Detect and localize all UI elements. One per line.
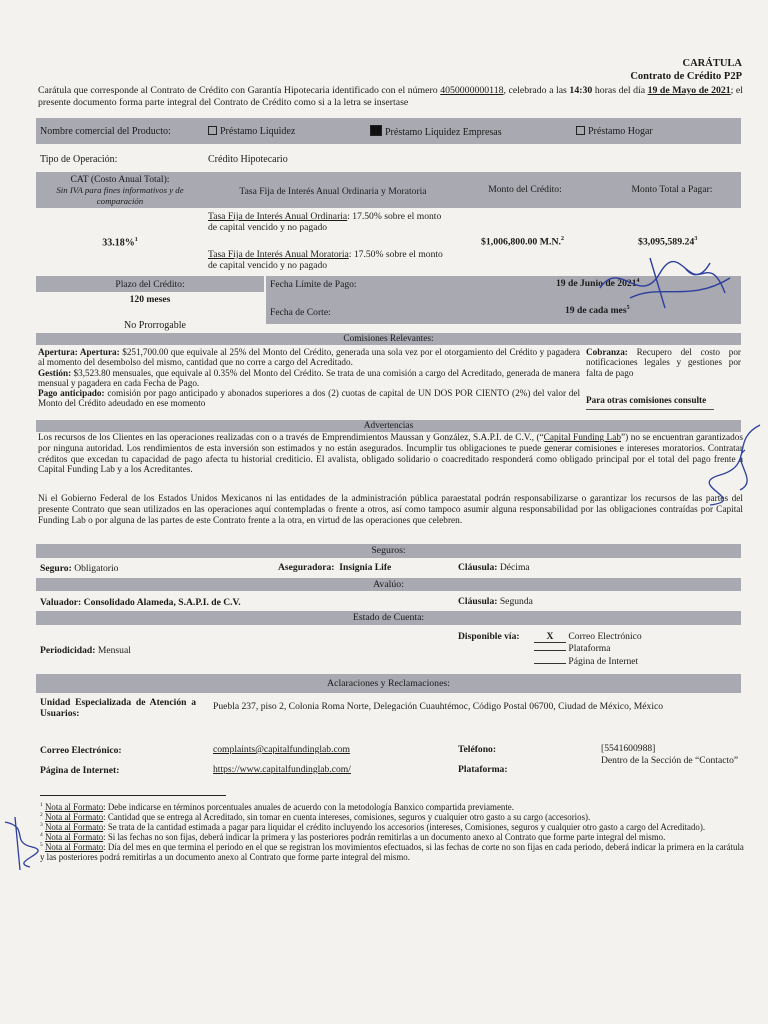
term-label: Plazo del Crédito:: [115, 279, 185, 290]
claims-email-link[interactable]: complaints@capitalfundinglab.com: [213, 744, 350, 755]
commission-anticipado: Pago anticipado: comisión por pago anticipado y abonados superiores a dos (2) cuotas de capital de UN DOS POR CIENTO (2%) del valor del Monto del Crédito adeudado en ese momento: [38, 388, 580, 409]
claims-platform-label: Plataforma:: [458, 764, 508, 775]
claims-address: Puebla 237, piso 2, Colonia Roma Norte, Delegación Cuauhtémoc, Código Postal 06700, Ciudad de México, México: [213, 701, 664, 712]
product-option-liquidez[interactable]: Préstamo Liquidez: [208, 126, 295, 138]
claims-email-label: Correo Electrónico:: [40, 745, 122, 756]
product-option-liquidez-empresas[interactable]: Préstamo Liquidez Empresas: [370, 125, 502, 139]
total-header: Monto Total a Pagar:: [631, 184, 713, 195]
header-title: CARÁTULA: [682, 58, 742, 69]
statement-option-web[interactable]: Página de Internet: [534, 656, 638, 667]
checkbox-icon[interactable]: [208, 126, 217, 135]
cat-label: CAT (Costo Anual Total):: [70, 174, 170, 185]
checkbox-icon[interactable]: [576, 126, 585, 135]
footnote-5: $^5$ Nota al Formato: Día del mes en que termina el periodo en el que se registran los movimientos efectuados, si las fechas de corte no son fijas en cada periodo, deberá indicar la primera en la carátula y las posteriores podrá remitirlas a un documento anexo al Contrato que forme parte integral del mismo.: [40, 842, 744, 863]
claims-unit-label: Unidad Especializada de Atención a Usuarios:: [40, 697, 196, 720]
option-blank[interactable]: [534, 663, 566, 664]
footnote-2: $^2$ Nota al Formato: Cantidad que se entrega al Acreditado, sin tomar en cuenta intereses, comisiones, seguros y cualquier otro gasto a su cargo (accesorios).: [40, 812, 591, 823]
commissions-left: [38, 347, 580, 409]
commissions-band: Comisiones Relevantes:: [36, 333, 741, 345]
signature-top-right: [590, 248, 740, 318]
signature-right-margin: [700, 420, 768, 510]
cut-date-label: Fecha de Corte:: [270, 307, 331, 318]
payment-limit-value: 19 de Junio de 2021$^4$: [556, 278, 640, 290]
commission-gestion: Gestión: $3,523.80 mensuales, que equivale al 0.35% del Monto del Crédito. Se trata de una comisión a cargo del Acreditado, generada de manera mensual y pagadera en cada Fecha de Pago.: [38, 367, 580, 388]
statement-option-platform[interactable]: Plataforma: [534, 643, 611, 654]
commission-others: Para otras comisiones consulte: [586, 395, 707, 405]
rate-moratory: Tasa Fija de Interés Anual Moratoria: 17.50% sobre el monto de capital vencido y no pagado: [208, 249, 443, 272]
payment-limit-label: Fecha Límite de Pago:: [270, 279, 357, 290]
product-label: Nombre comercial del Producto:: [40, 126, 171, 137]
operation-label: Tipo de Operación:: [40, 154, 118, 165]
cat-value: 33.18%$^1$: [102, 237, 138, 249]
claims-web-link[interactable]: https://www.capitalfundinglab.com/: [213, 764, 351, 775]
insurance-clause: Cláusula: Décima: [458, 562, 530, 573]
term-not-extendable: No Prorrogable: [124, 320, 186, 331]
contract-date: 19 de Mayo de 2021: [647, 85, 731, 96]
cat-label-block: [40, 174, 200, 206]
insurer: Aseguradora: Insignia Life: [278, 562, 392, 573]
claims-web-label: Página de Internet:: [40, 765, 120, 776]
rate-header: Tasa Fija de Interés Anual Ordinaria y Moratoria: [239, 186, 427, 197]
statement-option-email[interactable]: X Correo Electrónico: [534, 631, 642, 643]
footnote-separator: [40, 795, 226, 796]
warnings-band: Advertencias: [36, 420, 741, 432]
cat-note: Sin IVA para fines informativos y de comparación: [56, 185, 184, 206]
option-mark[interactable]: X: [534, 631, 566, 643]
product-option-hogar[interactable]: Préstamo Hogar: [576, 126, 653, 138]
header-subtitle: Contrato de Crédito P2P: [630, 71, 742, 83]
commission-apertura: Apertura: Apertura: $251,700.00 que equivale al 25% del Monto del Crédito, generada una sola vez por el otorgamiento del Crédito y pagadera al momento del desembolso del mismo, cantidad que no corre a cargo del Acreditado.: [38, 347, 580, 368]
contract-number: 4050000000118: [440, 85, 504, 96]
statement-band: Estado de Cuenta:: [36, 611, 741, 625]
rate-ordinary: Tasa Fija de Interés Anual Ordinaria: 17.50% sobre el monto de capital vencido y no pagado: [208, 211, 442, 234]
insurance-band: Seguros:: [36, 544, 741, 558]
checkbox-checked-icon[interactable]: [370, 125, 382, 136]
contract-time: 14:30: [569, 85, 593, 96]
insurance-type: Seguro: Obligatorio: [40, 563, 119, 574]
warning-paragraph-2: Ni el Gobierno Federal de los Estados Unidos Mexicanos ni las entidades de la administración pública paraestatal podrán responsabilizarse o garantizar los recursos de las partes del presente Contrato que sean utilizados en las operaciones aquí contempladas o frente a otros, así como tampoco asumir alguna responsabilidad por las obligaciones contraídas por Capital Funding Lab o por alguna de las partes de este Contrato frente a la otra, en virtud de las operaciones que celebren.: [38, 494, 743, 526]
warning-paragraph-1: Los recursos de los Clientes en las operaciones realizadas con o a través de Emprendimientos Maussan y González, S.A.P.I. de C.V., (“Capital Funding Lab”) no se encuentran garantizados por ninguna autoridad. Los rendimientos de esta inversión son estimados y no están asegurados. Incumplir tus obligaciones te puede generar comisiones e intereses moratorios. Contratar créditos que excedan tu capacidad de pago afecta tu historial crediticio. El avalista, obligado solidario o coacreditado responderá como obligado principal por el total del pago frente a Capital Funding Lab y a los Acreditantes.: [38, 433, 744, 476]
signature-left-margin: [0, 812, 40, 872]
cut-date-value: 19 de cada mes$^5$: [565, 305, 630, 317]
document-header: [630, 57, 742, 83]
appraisal-valuer: Valuador: Consolidado Alameda, S.A.P.I. de C.V.: [40, 597, 241, 608]
claims-band: Aclaraciones y Reclamaciones:: [36, 674, 741, 693]
commission-cobranza: Cobranza: Recupero del costo por notificaciones legales y gestiones por falta de pago: [586, 347, 741, 378]
footnote-4: $^4$ Nota al Formato: Si las fechas no son fijas, deberá indicar la primera y las posteriores podrán remitirlas a un documento anexo al Contrato que forme parte integral del mismo.: [40, 832, 666, 843]
footnotes: [40, 802, 745, 862]
option-blank[interactable]: [534, 650, 566, 651]
statement-period: Periodicidad: Mensual: [40, 645, 131, 656]
claims-phone: [5541600988]: [601, 743, 656, 754]
others-underline: [586, 409, 714, 410]
footnote-1: $^1$ Nota al Formato: Debe indicarse en términos porcentuales anuales de acuerdo con la metodología Banxico compartida previamente.: [40, 802, 514, 812]
amount-header: Monto del Crédito:: [488, 184, 562, 195]
intro-paragraph: Carátula que corresponde al Contrato de Crédito con Garantía Hipotecaria identificado con el número 4050000000118, celebrado a las 14:30 horas del día 19 de Mayo de 2021; el presente documento forma parte integral del Contrato de Crédito como si a la letra se insertase: [38, 85, 743, 108]
footnote-3: $^3$ Nota al Formato: Se trata de la cantidad estimada a pagar para liquidar el crédito incluyendo los accesorios (intereses, Comisiones, seguros y cualquier otro gasto a cargo del Acreditado).: [40, 822, 706, 833]
operation-value: Crédito Hipotecario: [208, 154, 288, 165]
claims-phone-label: Teléfono:: [458, 744, 497, 755]
appraisal-band: Avalúo:: [36, 578, 741, 591]
appraisal-clause: Cláusula: Segunda: [458, 596, 533, 607]
credit-amount: $1,006,800.00 M.N.$^2$: [481, 236, 565, 248]
statement-available-label: Disponible vía:: [458, 631, 520, 642]
total-amount: $3,095,589.24$^3$: [638, 236, 698, 248]
term-months: 120 meses: [129, 294, 171, 305]
claims-platform: Dentro de la Sección de “Contacto”: [601, 755, 739, 766]
